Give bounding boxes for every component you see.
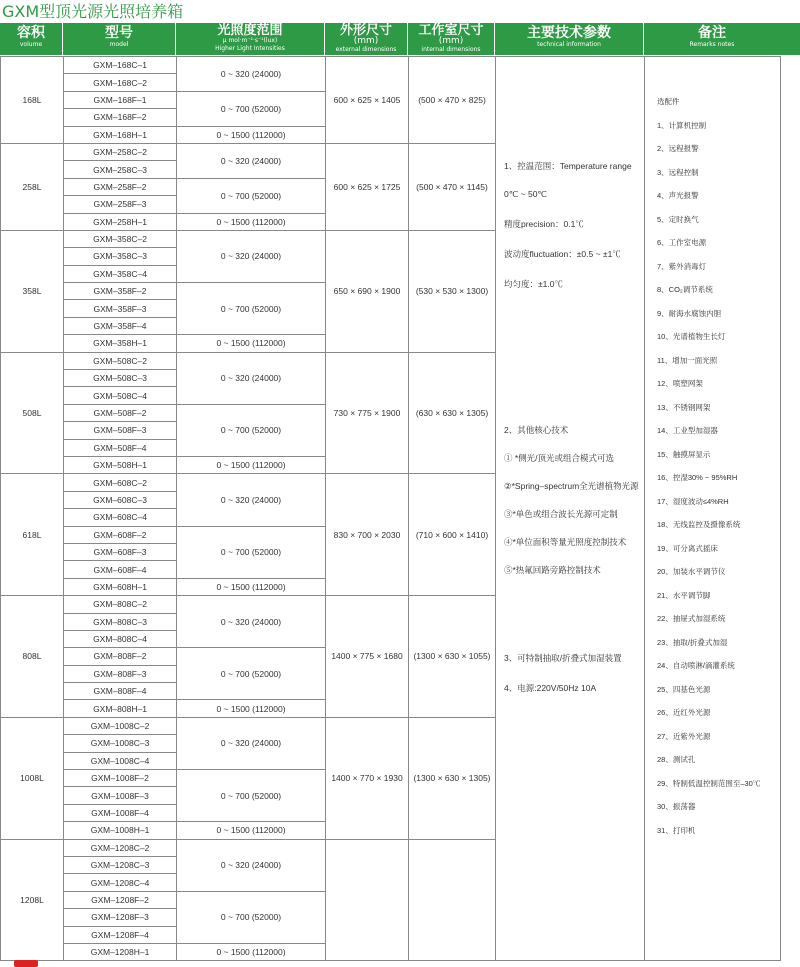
external-dimensions-cell: 650 × 690 × 1900 xyxy=(326,230,409,352)
model-cell: GXM–258C–2 xyxy=(64,143,177,160)
model-cell: GXM–808F–2 xyxy=(64,648,177,665)
model-cell: GXM–168F–2 xyxy=(64,109,177,126)
model-cell: GXM–358F–2 xyxy=(64,283,177,300)
remark-item: 22、抽屉式加湿系统 xyxy=(657,614,726,623)
tech-line: 精度precision：0.1℃ xyxy=(504,219,584,229)
model-cell: GXM–168C–2 xyxy=(64,74,177,91)
model-cell: GXM–358C–2 xyxy=(64,230,177,247)
model-cell: GXM–1208F–3 xyxy=(64,909,177,926)
model-cell: GXM–808F–4 xyxy=(64,683,177,700)
light-range-cell: 0 ~ 320 (24000) xyxy=(177,143,326,178)
remark-item: 11、增加一面光照 xyxy=(657,355,718,365)
model-cell: GXM–258F–2 xyxy=(64,178,177,195)
model-cell: GXM–168F–1 xyxy=(64,91,177,108)
header-model: 型号 model xyxy=(105,25,133,48)
model-cell: GXM–508F–2 xyxy=(64,404,177,421)
header-internal-dimensions: 工作室尺寸 (mm) internal dimensions xyxy=(418,23,484,53)
volume-cell: 168L xyxy=(1,57,64,144)
external-dimensions-cell: 600 × 625 × 1725 xyxy=(326,143,409,230)
remark-item: 16、控湿30% ~ 95%RH xyxy=(657,473,738,482)
volume-cell: 258L xyxy=(1,143,64,230)
remark-item: 27、近紫外光源 xyxy=(657,731,711,741)
table-header xyxy=(0,23,800,55)
light-range-cell: 0 ~ 1500 (112000) xyxy=(177,943,326,960)
external-dimensions-cell: 1400 × 770 × 1930 xyxy=(326,717,409,839)
tech-line: 3、可特制抽取/折叠式加湿装置 xyxy=(504,653,622,663)
model-cell: GXM–608F–4 xyxy=(64,561,177,578)
brand-mark xyxy=(14,960,38,967)
model-cell: GXM–808C–2 xyxy=(64,596,177,613)
remark-item: 28、测试孔 xyxy=(657,755,696,764)
header-volume: 容积 volume xyxy=(17,25,45,48)
model-cell: GXM–1008F–4 xyxy=(64,804,177,821)
model-cell: GXM–808C–4 xyxy=(64,630,177,647)
external-dimensions-cell: 730 × 775 × 1900 xyxy=(326,352,409,474)
tech-line: ① *侧光/顶光或组合模式可选 xyxy=(504,453,615,463)
model-cell: GXM–258H–1 xyxy=(64,213,177,230)
model-cell: GXM–608F–3 xyxy=(64,543,177,560)
remark-item: 7、紫外消毒灯 xyxy=(657,261,707,271)
light-range-cell: 0 ~ 320 (24000) xyxy=(177,57,326,92)
remark-item: 21、水平调节脚 xyxy=(657,590,711,600)
light-range-cell: 0 ~ 700 (52000) xyxy=(177,404,326,456)
model-cell: GXM–1008H–1 xyxy=(64,822,177,839)
light-range-cell: 0 ~ 320 (24000) xyxy=(177,474,326,526)
model-cell: GXM–608H–1 xyxy=(64,578,177,595)
internal-dimensions-cell: (630 × 630 × 1305) xyxy=(409,352,496,474)
model-cell: GXM–1008F–2 xyxy=(64,770,177,787)
tech-line: 0℃ ~ 50℃ xyxy=(504,189,547,199)
tech-line: ③*单色或组合波长光源可定制 xyxy=(504,509,618,519)
model-cell: GXM–358C–3 xyxy=(64,248,177,265)
light-range-cell: 0 ~ 700 (52000) xyxy=(177,891,326,943)
header-external-dimensions: 外形尺寸 (mm) external dimensions xyxy=(335,23,397,53)
model-cell: GXM–608C–4 xyxy=(64,509,177,526)
remark-item: 12、喷塑网架 xyxy=(657,379,703,388)
remark-item: 10、光谱植物生长灯 xyxy=(657,332,726,341)
light-range-cell: 0 ~ 320 (24000) xyxy=(177,352,326,404)
tech-line: 4、电源:220V/50Hz 10A xyxy=(504,683,597,693)
model-cell: GXM–808C–3 xyxy=(64,613,177,630)
internal-dimensions-cell: (1300 × 630 × 1055) xyxy=(409,596,496,718)
tech-line: ⑤*热氟回路旁路控制技术 xyxy=(504,565,601,575)
light-range-cell: 0 ~ 700 (52000) xyxy=(177,283,326,335)
light-range-cell: 0 ~ 700 (52000) xyxy=(177,91,326,126)
model-cell: GXM–358F–3 xyxy=(64,300,177,317)
model-cell: GXM–508F–3 xyxy=(64,422,177,439)
remark-item: 1、计算机控制 xyxy=(657,120,707,130)
remark-item: 3、远程控制 xyxy=(657,167,699,177)
remark-item: 23、抽取/折叠式加湿 xyxy=(657,637,728,647)
volume-cell: 1008L xyxy=(1,717,64,839)
remark-item: 14、工业型加湿器 xyxy=(657,426,718,435)
internal-dimensions-cell xyxy=(409,839,496,961)
model-cell: GXM–168H–1 xyxy=(64,126,177,143)
model-cell: GXM–358C–4 xyxy=(64,265,177,282)
model-cell: GXM–508H–1 xyxy=(64,456,177,473)
header-light-range: 光照度范围 μ mol·m⁻²·s⁻¹(lux) Higher Light Intensities xyxy=(215,23,285,52)
model-cell: GXM–1008F–3 xyxy=(64,787,177,804)
tech-line: 均匀度：±1.0℃ xyxy=(504,279,563,289)
volume-cell: 618L xyxy=(1,474,64,596)
tech-line: ④*单位面积等量光照度控制技术 xyxy=(504,537,627,547)
light-range-cell: 0 ~ 700 (52000) xyxy=(177,648,326,700)
remark-item: 4、声光报警 xyxy=(657,191,699,200)
light-range-cell: 0 ~ 1500 (112000) xyxy=(177,700,326,717)
internal-dimensions-cell: (710 × 600 × 1410) xyxy=(409,474,496,596)
remark-item: 25、四基色光源 xyxy=(657,684,711,694)
remark-item: 9、耐海水腐蚀内胆 xyxy=(657,308,722,318)
remark-item: 6、工作室电源 xyxy=(657,238,707,247)
header-technical-info: 主要技术参数 technical information xyxy=(527,25,611,48)
tech-line: 2、其他核心技术 xyxy=(504,425,569,435)
model-cell: GXM–358H–1 xyxy=(64,335,177,352)
tech-line: 波动度fluctuation：±0.5 ~ ±1℃ xyxy=(504,249,621,259)
external-dimensions-cell: 1400 × 775 × 1680 xyxy=(326,596,409,718)
remark-item: 24、自动喷淋/滴灌系统 xyxy=(657,661,735,670)
tech-line: ②*Spring–spectrum全光谱植物光源 xyxy=(504,481,639,491)
external-dimensions-cell: 830 × 700 × 2030 xyxy=(326,474,409,596)
remarks-cell xyxy=(645,57,781,961)
model-cell: GXM–1208F–2 xyxy=(64,891,177,908)
remark-item: 17、湿度波动≤4%RH xyxy=(657,496,729,506)
light-range-cell: 0 ~ 1500 (112000) xyxy=(177,578,326,595)
remark-item: 2、远程报警 xyxy=(657,144,699,153)
remark-item: 13、不锈钢网架 xyxy=(657,402,711,412)
light-range-cell: 0 ~ 320 (24000) xyxy=(177,839,326,891)
model-cell: GXM–1008C–2 xyxy=(64,717,177,734)
model-cell: GXM–808F–3 xyxy=(64,665,177,682)
light-range-cell: 0 ~ 1500 (112000) xyxy=(177,213,326,230)
remark-item: 15、触摸屏显示 xyxy=(657,449,711,459)
model-cell: GXM–258F–3 xyxy=(64,196,177,213)
internal-dimensions-cell: (500 × 470 × 825) xyxy=(409,57,496,144)
model-cell: GXM–1208C–3 xyxy=(64,856,177,873)
table-row xyxy=(1,57,781,74)
remark-item: 31、打印机 xyxy=(657,825,696,835)
model-cell: GXM–258C–3 xyxy=(64,161,177,178)
header-remarks: 备注 Remarks notes xyxy=(689,25,735,48)
model-cell: GXM–1008C–4 xyxy=(64,752,177,769)
model-cell: GXM–358F–4 xyxy=(64,317,177,334)
remark-item: 8、CO₂调节系统 xyxy=(657,285,713,294)
external-dimensions-cell: 600 × 625 × 1405 xyxy=(326,57,409,144)
volume-cell: 1208L xyxy=(1,839,64,961)
remark-item: 18、无线监控及摄像系统 xyxy=(657,520,741,529)
volume-cell: 808L xyxy=(1,596,64,718)
light-range-cell: 0 ~ 700 (52000) xyxy=(177,770,326,822)
remark-item: 5、定时换气 xyxy=(657,214,699,224)
model-cell: GXM–1208C–2 xyxy=(64,839,177,856)
light-range-cell: 0 ~ 1500 (112000) xyxy=(177,335,326,352)
remark-item: 30、振荡器 xyxy=(657,802,696,811)
model-cell: GXM–1208F–4 xyxy=(64,926,177,943)
model-cell: GXM–608F–2 xyxy=(64,526,177,543)
remark-item: 29、特制低温控制范围至–30℃ xyxy=(657,778,761,788)
light-range-cell: 0 ~ 700 (52000) xyxy=(177,526,326,578)
light-range-cell: 0 ~ 1500 (112000) xyxy=(177,822,326,839)
light-range-cell: 0 ~ 700 (52000) xyxy=(177,178,326,213)
internal-dimensions-cell: (1300 × 630 × 1305) xyxy=(409,717,496,839)
model-cell: GXM–608C–3 xyxy=(64,491,177,508)
model-cell: GXM–1208H–1 xyxy=(64,943,177,960)
light-range-cell: 0 ~ 320 (24000) xyxy=(177,596,326,648)
model-cell: GXM–1208C–4 xyxy=(64,874,177,891)
light-range-cell: 0 ~ 1500 (112000) xyxy=(177,456,326,473)
light-range-cell: 0 ~ 320 (24000) xyxy=(177,717,326,769)
model-cell: GXM–808H–1 xyxy=(64,700,177,717)
external-dimensions-cell xyxy=(326,839,409,961)
light-range-cell: 0 ~ 1500 (112000) xyxy=(177,126,326,143)
spec-table xyxy=(0,56,781,961)
model-cell: GXM–508C–2 xyxy=(64,352,177,369)
remark-item: 20、加装水平调节仪 xyxy=(657,567,726,576)
technical-info-cell xyxy=(496,57,645,961)
remark-item: 19、可分离式摇床 xyxy=(657,543,718,553)
model-cell: GXM–168C–1 xyxy=(64,57,177,74)
model-cell: GXM–1008C–3 xyxy=(64,735,177,752)
light-range-cell: 0 ~ 320 (24000) xyxy=(177,230,326,282)
volume-cell: 508L xyxy=(1,352,64,474)
remark-item: 26、近红外光源 xyxy=(657,708,711,717)
internal-dimensions-cell: (500 × 470 × 1145) xyxy=(409,143,496,230)
model-cell: GXM–508C–4 xyxy=(64,387,177,404)
model-cell: GXM–508C–3 xyxy=(64,370,177,387)
volume-cell: 358L xyxy=(1,230,64,352)
internal-dimensions-cell: (530 × 530 × 1300) xyxy=(409,230,496,352)
page-title: GXM型顶光源光照培养箱 xyxy=(2,2,184,21)
model-cell: GXM–608C–2 xyxy=(64,474,177,491)
model-cell: GXM–508F–4 xyxy=(64,439,177,456)
remark-item: 选配件 xyxy=(657,97,680,106)
tech-line: 1、控温范围：Temperature range xyxy=(504,161,632,171)
